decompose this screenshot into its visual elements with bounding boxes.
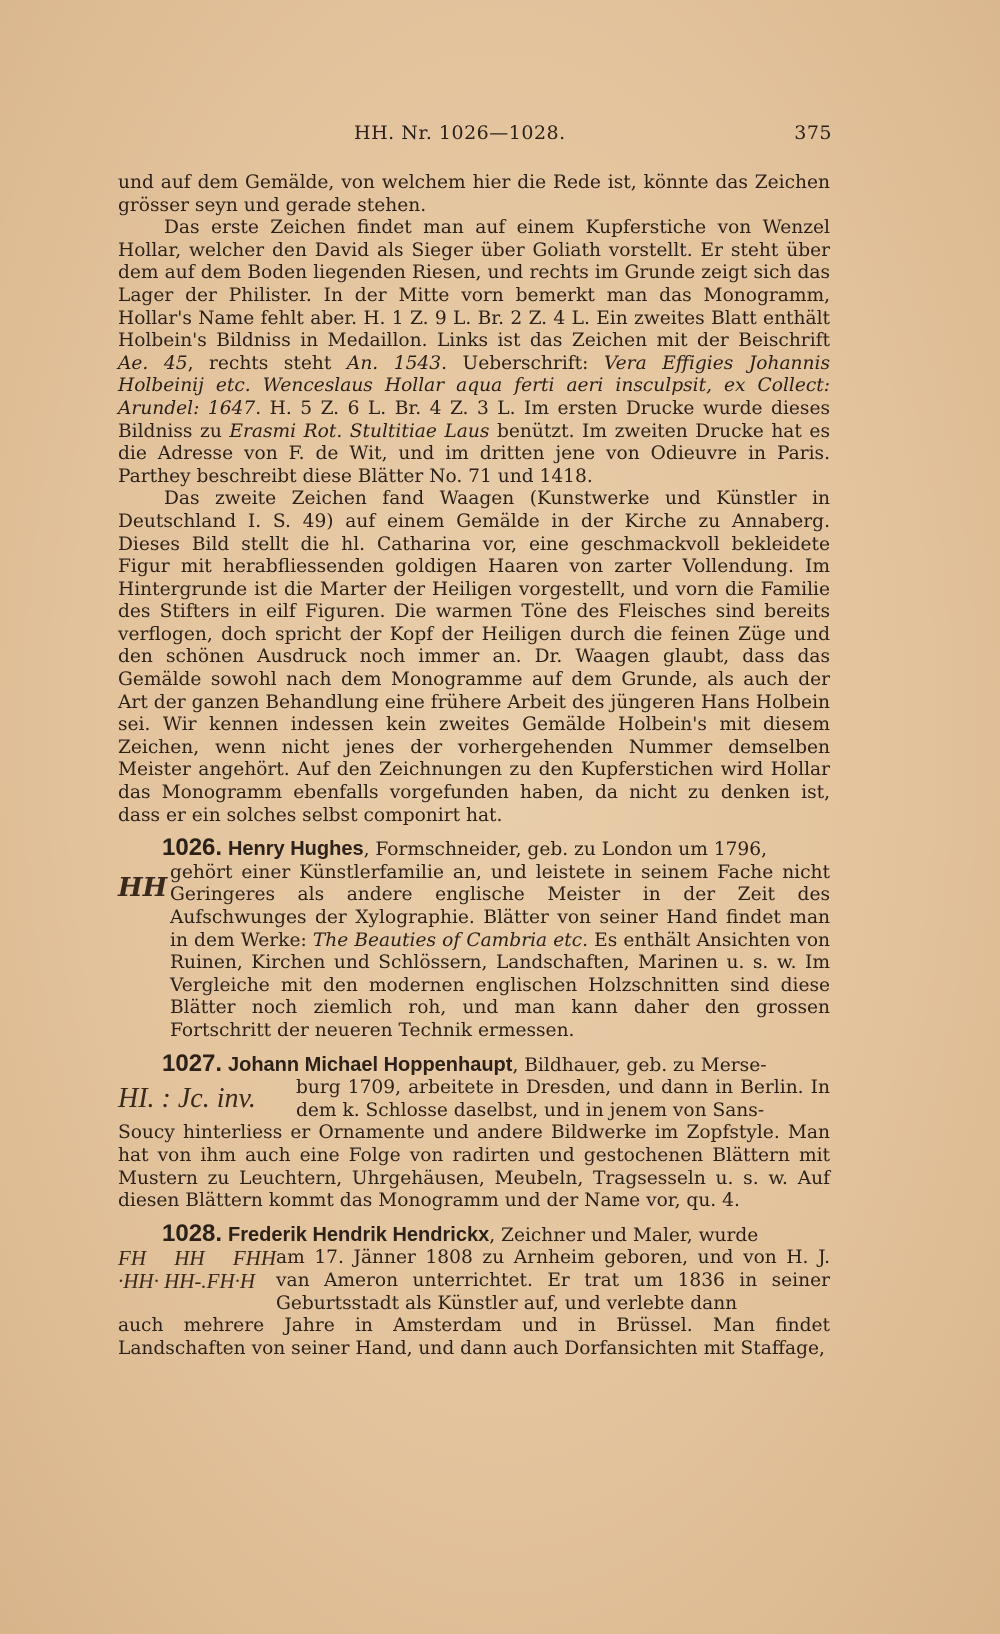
page-number: 375 (794, 122, 832, 144)
entry-text: burg 1709, arbeitete in Dresden, und dann in Berlin. In dem k. Schlosse daselbst, und in jenem von Sans- (296, 1077, 830, 1121)
entry-text: auch mehrere Jahre in Amsterdam und in Brüssel. Man findet Landschaften von seiner Hand, und dann auch Dorfansichten mit Staffage, (118, 1315, 830, 1359)
entry-heading: 1026. Henry Hughes, Formschneider, geb. zu London um 1796, (162, 834, 767, 862)
page-body (118, 172, 830, 1360)
book-title: Erasmi Rot. Stultitiae Laus (229, 420, 490, 442)
monogram-image: HH (118, 872, 168, 903)
paragraph: Das zweite Zeichen fand Waagen (Kunstwerke und Künstler in Deutschland I. S. 49) auf einem Gemälde in der Kirche zu Annaberg. Dieses Bild stellt die hl. Catharina vor, eine geschmackvoll bekleidete Figur mit herabfliessenden goldigen Haaren von zarter Vollendung. Im Hintergrunde ist die Marter der Heiligen vorgestellt, und vorn die Familie des Stifters in eilf Figuren. Die warmen Töne des Fleisches sind bereits verflogen, doch spricht der Kopf der Heiligen durch die feinen Züge und den schönen Ausdruck noch immer an. Dr. Waagen glaubt, dass das Gemälde sowohl nach dem Monogramme auf dem Grunde, als auch der Art der ganzen Behandlung eine frühere Arbeit des jüngeren Hans Holbein sei. Wir kennen indessen kein zweites Gemälde Holbein's mit diesem Zeichen, wenn nicht jenes der vorhergehenden Nummer demselben Meister angehört. Auf den Zeichnungen zu den Kupferstichen wird Hollar das Monogramm ebenfalls vorgefunden haben, da nicht zu denken ist, dass er ein solches selbst componirt hat. (118, 488, 830, 826)
running-title: HH. Nr. 1026—1028. (354, 122, 566, 144)
paragraph: Das erste Zeichen findet man auf einem Kupferstiche von Wenzel Hollar, welcher den David als Sieger über Goliath vorstellt. Er steht über dem auf dem Boden liegenden Riesen, und rechts im Grunde zeigt sich das Lager der Philister. In der Mitte vorn bemerkt man das Monogramm, Hollar's Name fehlt aber. H. 1 Z. 9 L. Br. 2 Z. 4 L. Ein zweites Blatt enthält Holbein's Bildniss in Medaillon. Links ist das Zeichen mit der Beischrift Ae. 45, rechts steht An. 1543. Ueberschrift: Vera Effigies Johannis Holbeinij etc. Wenceslaus Hollar aqua ferti aeri insculpsit, ex Collect: Arundel: 1647. H. 5 Z. 6 L. Br. 4 Z. 3 L. Im ersten Drucke wurde dieses Bildniss zu Erasmi Rot. Stultitiae Laus benützt. Im zweiten Drucke hat es die Adresse von F. de Wit, und im dritten jene von Odieuvre in Paris. Parthey beschreibt diese Blätter No. 71 und 1418. (118, 217, 830, 487)
monogram-image: FH HH FHH ·HH· HH-.FH·H (118, 1246, 276, 1293)
artist-name: Johann Michael Hoppenhaupt (227, 1053, 513, 1076)
entry-heading: 1027. Johann Michael Hoppenhaupt, Bildhauer, geb. zu Merse- (162, 1049, 767, 1077)
entry-1027 (118, 1049, 830, 1213)
entry-text: Soucy hinterliess er Ornamente und andere Bildwerke im Zopfstyle. Man hat von ihm auch eine Folge von radirten und gestochenen Blättern mit Mustern zu Leuchtern, Uhrgehäusen, Meubeln, Tragsesseln u. s. w. Auf diesen Blättern kommt das Monogramm und der Name vor, qu. 4. (118, 1122, 830, 1212)
paragraph: und auf dem Gemälde, von welchem hier die Rede ist, könnte das Zeichen grösser seyn und gerade stehen. (118, 172, 830, 216)
entry-number: 1027 (162, 1049, 216, 1077)
entry-text: gehört einer Künstlerfamilie an, und leistete in seinem Fache nicht Geringeres als andere englische Meister in der Zeit des Aufschwunges der Xylographie. Blätter von seiner Hand findet man in dem Werke: The Beauties of Cambria etc. Es enthält Ansichten von Ruinen, Kirchen und Schlössern, Landschaften, Marinen u. s. w. Im Vergleiche mit den modernen englischen Holzschnitten sind diese Blätter noch ziemlich roh, und man kann daher den grossen Fortschritt der neueren Technik ermessen. (170, 861, 830, 1041)
work-title: The Beauties of Cambria etc (312, 929, 583, 951)
print-inscription: Vera Effigies Johannis Holbeinij etc. Wenceslaus Hollar aqua ferti aeri insculpsit, ex Collect: Arundel: 1647 (118, 352, 830, 419)
entry-text: am 17. Jänner 1808 zu Arnheim geboren, und von H. J. van Ameron unterrichtet. Er trat um 1836 in seiner Geburtsstadt als Künstler auf, und verlebte dann (276, 1247, 830, 1314)
artist-name: Henry Hughes (227, 838, 364, 861)
entry-number: 1028 (162, 1219, 216, 1247)
entry-number: 1026 (162, 834, 216, 862)
entry-1028 (118, 1219, 830, 1361)
entry-heading: 1028. Frederik Hendrik Hendrickx, Zeichner und Maler, wurde (162, 1219, 759, 1247)
monogram-image: HI. : Jc. inv. (118, 1083, 256, 1115)
inscription-an: An. 1543 (346, 352, 442, 374)
inscription-ae: Ae. 45 (118, 352, 188, 374)
entry-1026 (118, 834, 830, 1042)
artist-name: Frederik Hendrik Hendrickx (227, 1223, 490, 1246)
